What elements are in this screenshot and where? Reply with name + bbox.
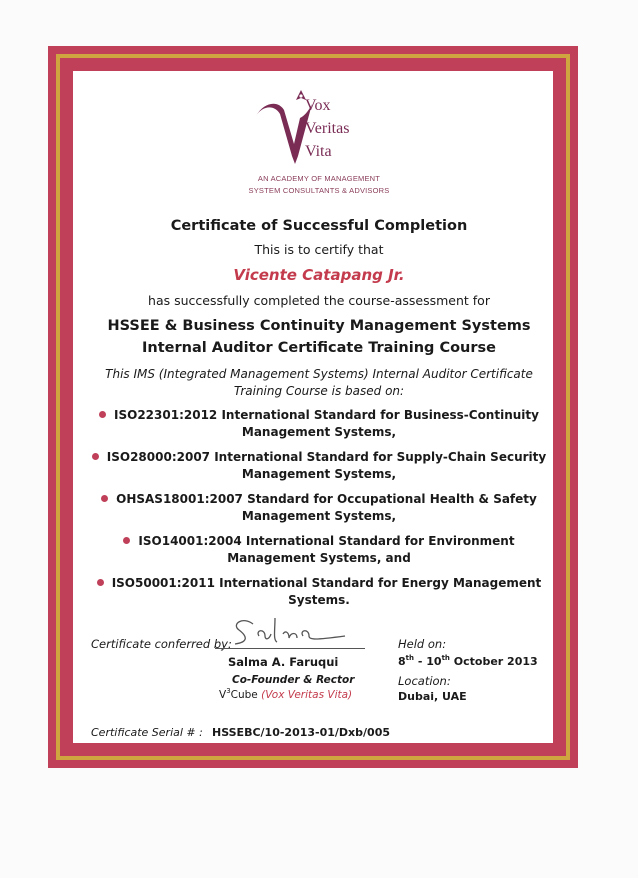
standard-line: ISO28000:2007 International Standard for Supply-Chain Security [106,450,547,464]
standard-item-2 [60,450,578,464]
standard-item-3 [60,492,578,506]
location-value: Dubai, UAE [398,690,467,703]
signature-line [215,648,365,649]
org-main: Cube [230,689,258,701]
held-label: Held on: [398,637,447,651]
brand-word-vita: Vita [305,143,332,160]
standard-line: OHSAS18001:2007 Standard for Occupational Health & Safety [116,492,537,506]
day-end: 10 [426,655,442,668]
standard-item-2-cont: Management Systems, [241,467,397,481]
month-year: October 2013 [453,655,538,668]
day-start-sup: th [405,654,414,662]
certificate-title: Certificate of Successful Completion [170,218,468,234]
standard-line: ISO50001:2011 International Standard for Energy Management [111,576,542,590]
bullet-icon [123,537,130,544]
bullet-icon [97,579,104,586]
certify-line: This is to certify that [254,242,384,257]
standard-item-4 [60,534,578,548]
recipient-name: Vicente Catapang Jr. [233,266,405,284]
org-sup: 3 [226,687,231,695]
basis-line2: Training Course is based on: [233,384,405,398]
date-dash: - [417,655,423,668]
org-prefix: V [219,689,227,701]
signature-image [225,610,365,650]
standard-item-5-cont: Systems. [288,593,350,607]
brand-words [305,94,349,163]
serial-value: HSSEBC/10-2013-01/Dxb/005 [212,726,391,739]
standard-line: ISO14001:2004 International Standard for Environment [138,534,515,548]
bullet-icon [92,453,99,460]
day-end-sup: th [441,654,450,662]
conferred-label: Certificate conferred by: [91,637,232,651]
standard-line: ISO22301:2012 International Standard for Business-Continuity [114,408,539,422]
brand-word-vox: Vox [305,97,331,114]
location-label: Location: [398,674,451,688]
day-start: 8 [398,655,406,668]
course-title-line2: Internal Auditor Certificate Training Course [141,340,496,356]
brand-word-veritas: Veritas [305,120,350,137]
bullet-icon [99,411,106,418]
basis-line1: This IMS (Integrated Management Systems) Internal Auditor Certificate [105,367,533,381]
standard-item-1-cont: Management Systems, [241,425,397,439]
standard-item-3-cont: Management Systems, [241,509,397,523]
course-title-line1: HSSEE & Business Continuity Management Systems [107,318,531,334]
brand-tagline-1: AN ACADEMY OF MANAGEMENT [257,174,381,183]
standard-item-5 [60,576,578,590]
held-dates [398,655,538,668]
org-paren: (Vox Veritas Vita) [261,689,353,701]
brand-tagline-2: SYSTEM CONSULTANTS & ADVISORS [248,186,390,195]
completed-line: has successfully completed the course-assessment for [148,293,490,308]
standard-item-1 [60,408,578,422]
signatory-role: Co-Founder & Rector [232,674,355,686]
bullet-icon [101,495,108,502]
serial-label: Certificate Serial # : [91,726,203,739]
signatory-name: Salma A. Faruqui [228,655,339,669]
signatory-org [219,689,352,701]
standard-item-4-cont: Management Systems, and [227,551,411,565]
